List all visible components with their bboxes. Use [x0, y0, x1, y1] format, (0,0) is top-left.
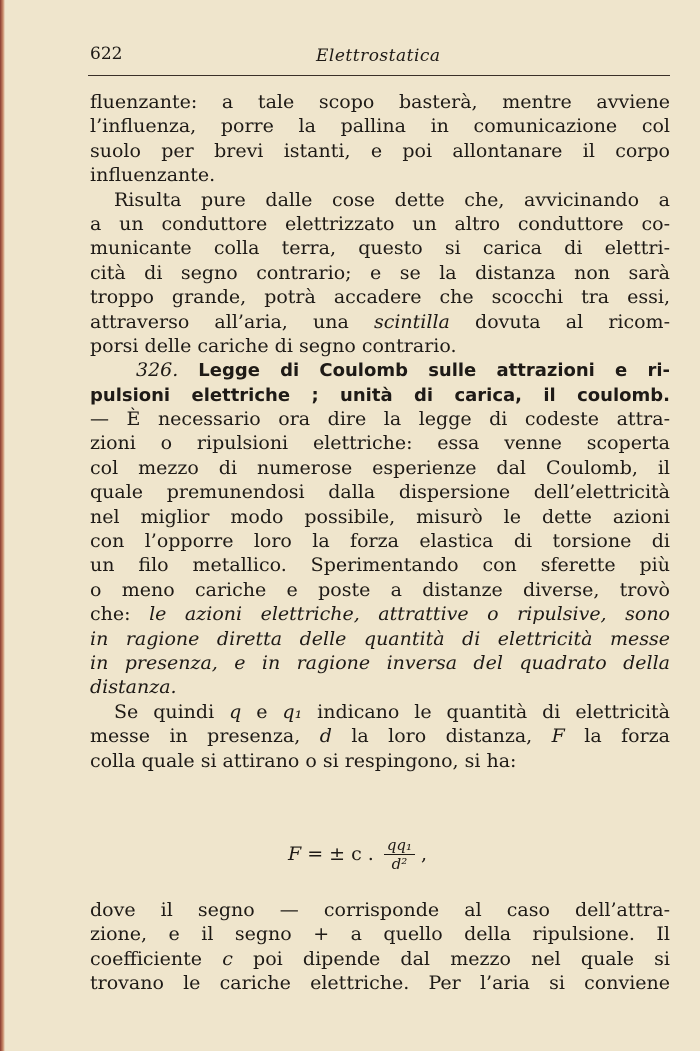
symbol-f: F	[551, 725, 565, 748]
symbol-q1: q₁	[282, 700, 303, 723]
body-text-continued	[90, 898, 670, 996]
text-line: influenzante.	[90, 164, 216, 187]
formula-expression	[288, 828, 427, 880]
section-heading	[90, 383, 670, 407]
text-line: l’influenza, porre la pallina in comunicazione col	[90, 115, 670, 138]
text-line	[90, 700, 670, 724]
section-title: pulsioni elettriche ; unità di carica, il coulomb.	[90, 384, 670, 406]
page-header	[90, 44, 670, 72]
running-title: Elettrostatica	[316, 46, 441, 66]
italic-law: distanza.	[90, 676, 177, 699]
text-line	[90, 602, 670, 626]
text-line: zione, e il segno + a quello della ripulsione. Il	[90, 923, 670, 946]
text-line: suolo per brevi istanti, e poi allontanare il corpo	[90, 139, 670, 162]
symbol-d: d	[319, 725, 332, 748]
formula-lhs: F	[288, 843, 302, 865]
italic-law: in presenza, e in ragione inversa del quadrato della	[90, 651, 670, 674]
formula-denominator: d²	[391, 854, 408, 873]
text-line	[90, 947, 670, 971]
text-span: indicano le quantità di elettricità	[302, 700, 670, 723]
formula-operator: = ± c .	[307, 843, 374, 865]
text-line: col mezzo di numerose esperienze dal Coulomb, il	[90, 456, 670, 479]
coulomb-formula	[90, 828, 670, 880]
text-line: quale premunendosi dalla dispersione dell’elettricità	[90, 481, 670, 504]
text-line: nel miglior modo possibile, misurò le dette azioni	[90, 505, 670, 528]
text-line: zioni o ripulsioni elettriche: essa venne scoperta	[90, 432, 670, 455]
text-line: colla quale si attirano o si respingono, si ha:	[90, 749, 517, 772]
text-span: attraverso all’aria, una	[90, 310, 374, 333]
text-span: dovuta al ricom-	[449, 310, 670, 333]
text-line: o meno cariche e poste a distanze diverse, trovò	[90, 578, 670, 601]
text-line: un filo metallico. Sperimentando con sferette più	[90, 554, 670, 577]
text-span: la forza	[564, 725, 670, 748]
text-span: messe in presenza,	[90, 725, 320, 748]
header-rule	[88, 75, 670, 76]
text-span: la loro distanza,	[331, 725, 552, 748]
text-span: che:	[90, 603, 150, 626]
text-line: dove il segno — corrisponde al caso dell’attra-	[90, 899, 670, 921]
italic-law: le azioni elettriche, attrattive o ripulsive, sono	[149, 603, 670, 626]
formula-comma: ,	[421, 843, 428, 865]
text-line: a un conduttore elettrizzato un altro conduttore co-	[90, 212, 670, 235]
text-line: con l’opporre loro la forza elastica di torsione di	[90, 530, 670, 553]
text-line: fluenzante: a tale scopo basterà, mentre avviene	[90, 91, 670, 113]
formula-numerator: qq₁	[384, 836, 415, 855]
italic-law: in ragione diretta delle quantità di elettricità messe	[90, 627, 670, 650]
text-line: porsi delle cariche di segno contrario.	[90, 334, 457, 357]
text-line: trovano le cariche elettriche. Per l’aria si conviene	[90, 972, 670, 995]
text-span: e	[241, 700, 283, 723]
text-span: coefficiente	[90, 947, 223, 970]
text-span: Se quindi	[114, 700, 230, 723]
text-line: municante colla terra, questo si carica di elettri-	[90, 237, 670, 260]
text-span: poi dipende dal mezzo nel quale si	[232, 947, 670, 970]
page-number: 622	[90, 44, 123, 64]
symbol-q: q	[229, 700, 242, 723]
body-text	[90, 90, 670, 773]
text-line: — È necessario ora dire la legge di codeste attra-	[90, 408, 670, 431]
italic-term: scintilla	[373, 310, 450, 333]
text-line: Risulta pure dalle cose dette che, avvicinando a	[114, 188, 670, 211]
section-number: 326.	[136, 359, 179, 382]
page-binding-edge	[0, 0, 5, 1051]
formula-fraction	[384, 836, 415, 873]
section-heading	[90, 358, 670, 382]
text-line	[90, 310, 670, 334]
section-title: Legge di Coulomb sulle attrazioni e ri-	[198, 360, 670, 382]
text-line	[90, 724, 670, 748]
symbol-c: c	[222, 947, 233, 970]
text-line: troppo grande, potrà accadere che scocchi tra essi,	[90, 286, 670, 309]
text-line: cità di segno contrario; e se la distanza non sarà	[90, 261, 670, 284]
